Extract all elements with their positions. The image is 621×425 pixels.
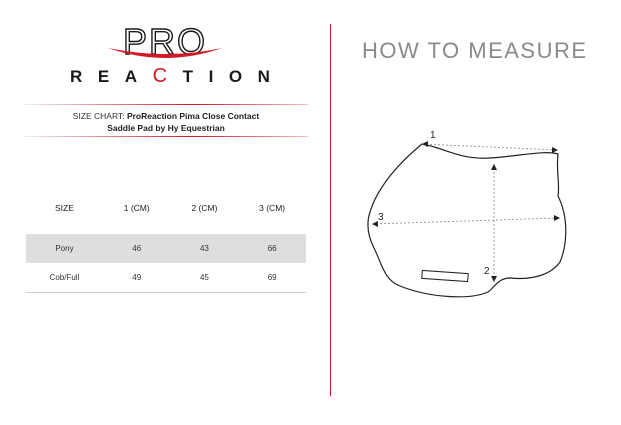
table-cell: 66 [238,234,306,263]
arrow-icon [491,164,497,170]
brand-letter-accent: C [152,64,168,87]
arrow-icon [554,215,560,221]
arrow-icon [552,147,558,153]
table-cell-size: Pony [26,234,103,263]
column-header: SIZE [55,203,74,213]
brand-letter: A [124,67,138,86]
table-cell: 45 [171,263,239,293]
brand-letter: T [182,67,193,86]
measure-label-2: 2 [484,266,490,277]
pro-logo-graphic [0,20,330,70]
table-cell: 69 [238,263,306,293]
table-header-row [26,196,306,220]
brand-top-text: PRO [122,21,208,62]
size-chart-caption [28,110,304,134]
measure-line-3 [372,218,560,224]
size-table [26,196,306,293]
column-header: 1 (CM) [123,203,150,213]
brand-letter: N [257,67,270,86]
table-row [26,234,306,263]
column-header: 2 (CM) [191,203,218,213]
brand-letter: R [70,67,83,86]
caption-rule-bottom [24,136,308,137]
table-row [26,263,306,293]
table-cell: 43 [171,234,239,263]
column-header: 3 (CM) [259,203,286,213]
arrow-icon [422,141,428,147]
measure-label-3: 3 [378,212,384,223]
measure-label-1: 1 [430,130,436,141]
table-cell-size: Cob/Full [26,263,103,293]
caption-product-line1: ProReaction Pima Close Contact [126,111,260,121]
saddle-pad-diagram [360,120,590,310]
arrow-icon [491,276,497,282]
brand-letter: I [208,67,214,86]
table-cell: 49 [103,263,171,293]
how-to-measure-title: HOW TO MEASURE [362,38,588,63]
brand-letter: O [228,67,243,86]
brand-wordmark [70,66,270,88]
brand-letter: E [97,67,110,86]
section-divider [330,24,331,396]
caption-rule-top [24,104,308,105]
table-cell: 46 [103,234,171,263]
billet-strap [422,270,468,281]
caption-prefix: SIZE CHART: [72,111,127,121]
caption-product-line2: Saddle Pad by Hy Equestrian [107,123,225,133]
